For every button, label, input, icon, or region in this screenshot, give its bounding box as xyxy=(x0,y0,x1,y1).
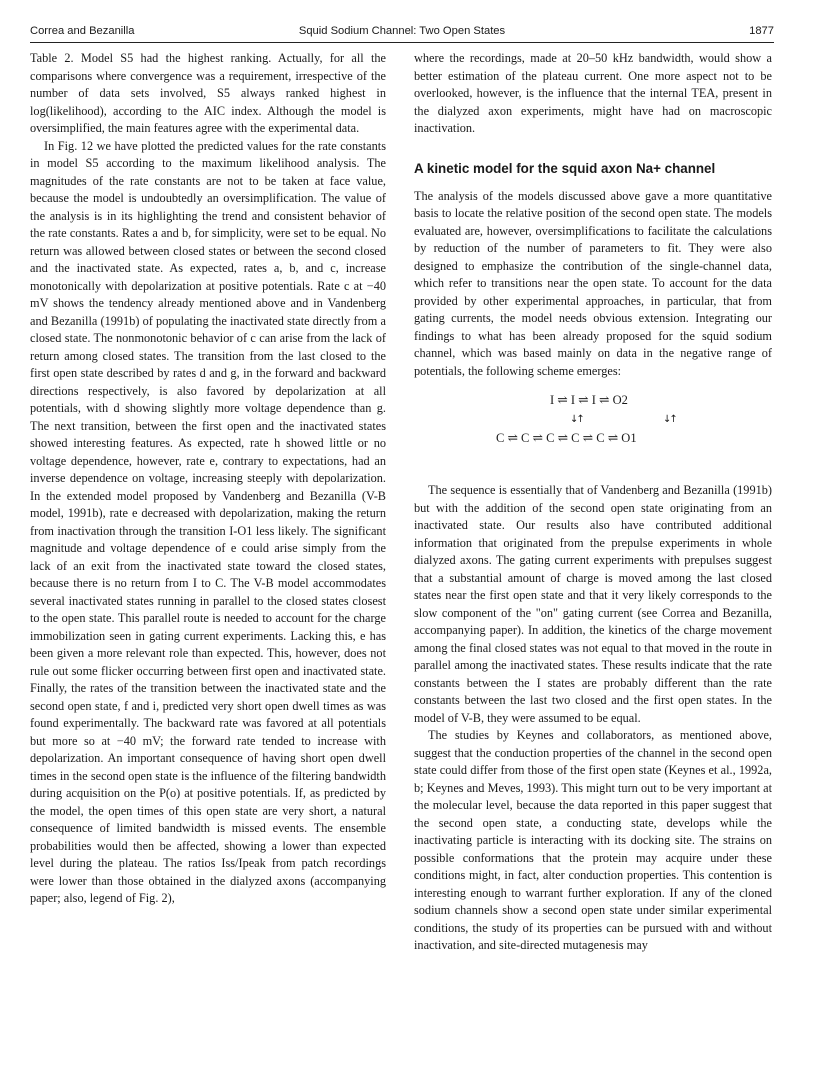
right-paragraph-2: The analysis of the models discussed above gave a more quantitative basis to locate the relative position of the second open state. The models evaluated are, however, oversimplifications to facilitate the calculations by reduction of the number of parameters to fit. They were also designed to emphasize the contribution of the single-channel data, which refer to transitions near the open state. To account for the data provided by other experimental approaches, in particular, that from gating currents, the model needs obvious extension. Integrating our findings to what has been already proposed for the squid sodium channel, which was based mainly on data in the negative range of potentials, the following scheme emerges: xyxy=(414,188,772,378)
vertical-equilibrium-icon: ↓↑ xyxy=(570,414,583,425)
right-paragraph-3: The sequence is essentially that of Vandenberg and Bezanilla (1991b) but with the addition of the second open state originating from an inactivated state. Our results also have contributed additional information that originated from the prepulse experiments in whole dialyzed axons. The gating current experiments with prepulses suggest that a substantial amount of charge is moved among the last closed states near the first open state and that it very likely corresponds to the slow component of the "on" gating current (see Correa and Bezanilla, accompanying paper). In addition, the kinetics of the charge movement among the final closed states was not equal to that moved in the route in parallel among the inactivated states. These results indicate that the rate constants between the I states are probably different than the rate constants between the last two closed and the first open states. In the model of V-B, they were assumed to be equal. xyxy=(414,483,772,725)
section-heading: A kinetic model for the squid axon Na+ channel xyxy=(414,160,716,176)
left-paragraph-1: Table 2. Model S5 had the highest ranking. Actually, for all the comparisons where convergence was a requirement, irrespective of the number of data sets involved, S5 always ranked highest in log(likelihood), according to the AIC index. Although the model is oversimplified, the main features agree with the experimental data. xyxy=(30,51,386,135)
running-header xyxy=(30,22,774,43)
scheme-inactivated-row: I ⇌ I ⇌ I ⇌ O2 xyxy=(550,393,628,407)
vertical-equilibrium-icon: ↓↑ xyxy=(663,414,676,425)
header-authors: Correa and Bezanilla xyxy=(30,25,135,37)
left-paragraph-2: In Fig. 12 we have plotted the predicted values for the rate constants in model S5 according to the maximum likelihood analysis. The magnitudes of the rate constants are not to be taken at face value, because the model is undoubtedly an oversimplification. The value of the analysis is in its highlighting the trend and consistent behavior of the rate constants. Rates a and b, for simplicity, were set to be equal. No return was allowed between closed states or between the second closed and the inactivated state. As expected, rates a, b, and c, increase monotonically with depolarization at positive potentials. Rate c at −40 mV shows the tendency already mentioned above and in Vandenberg and Bezanilla (1991b) of populating the inactivated state directly from a closed state. The nonmonotonic behavior of c can arise from the lack of return among closed states. The transition from the last closed to the first open state described by rates d and g, in the forward and backward directions respectively, is also favored by depolarization at all potentials, with d showing slightly more voltage dependence than g. The next transition, between the first open and the inactivated states showed interesting features. As expected, rate h showed little or no voltage dependence, however, rate e, contrary to expectations, had an inverse dependence on voltage, increasing steeply with depolarization. In the extended model proposed by Vandenberg and Bezanilla (V-B model, 1991b), rate e decreased with depolarization, making the return from inactivation through the transition I-O1 less likely. The significant magnitude and voltage dependence of e could arise simply from the lack of an exit from the inactivated state toward the closed states, because there is no return from I to C. The V-B model accommodates several inactivated states running in parallel to the closed states closest to the open state. This parallel route is needed to account for the charge immobilization seen in gating current experiments. Lacking this, e has been given a more relevant role than expected. This, however, does not rule out some flicker occurring between first open and inactivated state. Finally, the rates of the transition between the inactivated state and the second open state, f and i, predicted very short open dwell times as was found experimentally. The backward rate was favored at all potentials but more so at −40 mV; the forward rate tended to increase with depolarization. An important consequence of having short open dwell times in the second open state is the influence of the filtering bandwidth during acquisition on the P(o) at positive potentials. If, as predicted by the model, the open times of this open state are very short, a natural consequence of limited bandwidth is missed events. The ensemble probabilities would then be affected, showing a lower than expected level during the plateau. The ratios Iss/Ipeak from patch recordings were lower than those obtained in the dialyzed axons (accompanying paper; also, legend of Fig. 2), xyxy=(30,138,386,905)
kinetic-scheme xyxy=(414,386,772,468)
scheme-closed-row: C ⇌ C ⇌ C ⇌ C ⇌ C ⇌ O1 xyxy=(496,431,637,445)
page-number: 1877 xyxy=(749,25,774,37)
header-title: Squid Sodium Channel: Two Open States xyxy=(298,25,506,37)
left-column xyxy=(30,50,386,908)
right-paragraph-4: The studies by Keynes and collaborators, as mentioned above, suggest that the conduction properties of the channel in the second open state could differ from those of the first open state (Keynes et al., 1992a, b; Keynes and Meves, 1993). This might turn out to be very important at the molecular level, because the data reported in this paper suggest that the second open state, a conducting state, develops while the inactivating particle is interacting with its docking site. The strains on possible conformations that the protein may acquire under these conditions might, in fact, alter conduction properties. This contention is interesting enough to warrant further exploration. If any of the cloned sodium channels show a second open state under similar experimental conditions, the study of its properties can be pursued with and without inactivation, and site-directed mutagenesis may xyxy=(414,728,772,952)
right-paragraph-1: where the recordings, made at 20–50 kHz bandwidth, would show a better estimation of the plateau current. One more aspect not to be overlooked, however, is the influence that the internal TEA, present in the dialyzed axon experiments, might have had on macroscopic inactivation. xyxy=(414,51,772,135)
right-column xyxy=(414,50,772,955)
scheme-vertical-arrows xyxy=(570,410,676,429)
